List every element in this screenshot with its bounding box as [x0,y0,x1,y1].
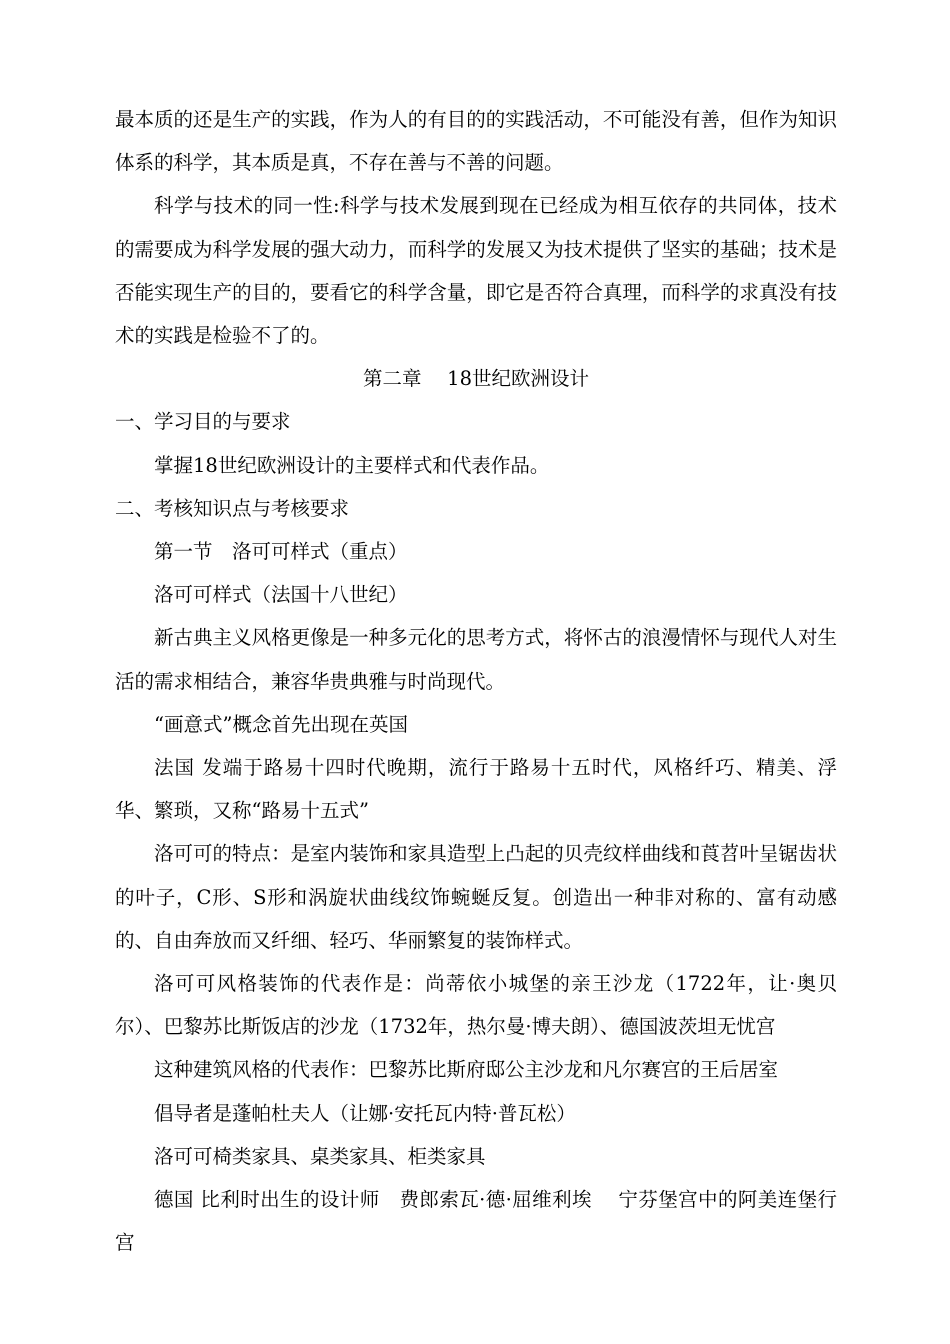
paragraph-essence-of-science: 最本质的还是生产的实践，作为人的有目的的实践活动，不可能没有善，但作为知识体系的科学，其本质是真，不存在善与不善的问题。 [115,108,837,175]
section-heading-assessment: 二、考核知识点与考核要求 [115,496,350,520]
paragraph-france-louis-xv: 法国 发端于路易十四时代晚期，流行于路易十五时代，风格纤巧、精美、浮华、繁琐，又称“路易十五式” [115,756,837,823]
section-heading-learning-goals: 一、学习目的与要求 [115,410,291,434]
paragraph-neoclassical: 新古典主义风格更像是一种多元化的思考方式，将怀古的浪漫情怀与现代人对生活的需求相结合，兼容华贵典雅与时尚现代。 [115,626,837,693]
paragraph-picturesque: “画意式”概念首先出现在英国 [154,712,408,736]
paragraph-learning-goal: 掌握18世纪欧洲设计的主要样式和代表作品。 [154,453,550,477]
paragraph-advocate: 倡导者是蓬帕杜夫人（让娜·安托瓦内特·普瓦松） [154,1101,576,1125]
paragraph-architecture-works: 这种建筑风格的代表作：巴黎苏比斯府邸公主沙龙和凡尔赛宫的王后居室 [154,1058,779,1082]
paragraph-rococo-features: 洛可可的特点：是室内装饰和家具造型上凸起的贝壳纹样曲线和莨苕叶呈锯齿状的叶子，C形、S形和涡旋状曲线纹饰蜿蜒反复。创造出一种非对称的、富有动感的、自由奔放而又纤细、轻巧、华丽繁复的装饰样式。 [115,842,837,952]
paragraph-rococo-france: 洛可可样式（法国十八世纪） [154,583,408,607]
paragraph-identity-of-science-and-technology: 科学与技术的同一性:科学与技术发展到现在已经成为相互依存的共同体，技术的需要成为科学发展的强大动力，而科学的发展又为技术提供了坚实的基础；技术是否能实现生产的目的，要看它的科学含量，即它是否符合真理，而科学的求真没有技术的实践是检验不了的。 [115,194,837,348]
paragraph-rococo-works: 洛可可风格装饰的代表作是：尚蒂依小城堡的亲王沙龙（1722年，让·奥贝尔）、巴黎苏比斯饭店的沙龙（1732年，热尔曼·博夫朗）、德国波茨坦无忧宫 [115,972,837,1039]
paragraph-germany-designer: 德国 比利时出生的设计师 费郎索瓦·德·屈维利埃 宁芬堡宫中的阿美连堡行宫 [115,1188,837,1255]
document-body [115,98,837,1264]
paragraph-rococo-furniture: 洛可可椅类家具、桌类家具、柜类家具 [154,1144,486,1168]
chapter-title: 第二章 18世纪欧洲设计 [362,367,589,391]
subsection-heading-rococo: 第一节 洛可可样式（重点） [154,540,408,564]
